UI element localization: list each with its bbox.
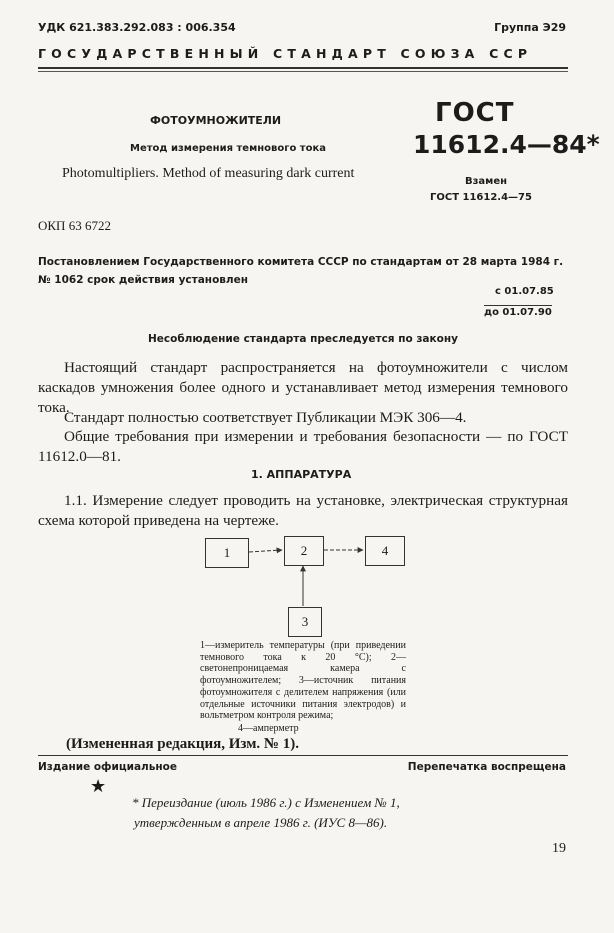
scope-paragraph: Настоящий стандарт распространяется на фотоумножители с числом каскадов умножения более одного и устанавливает метод измерения темнового тока.: [38, 359, 568, 416]
amendment-note: (Измененная редакция, Изм. № 1).: [66, 736, 300, 752]
measurement-paragraph: 1.1. Измерение следует проводить на установке, электрическая структурная схема которой приведена на чертеже.: [38, 492, 568, 529]
diagram-block-1: 1: [205, 538, 249, 568]
valid-from: с 01.07.85: [495, 286, 554, 297]
udk-code: УДК 621.383.292.083 : 006.354: [38, 21, 236, 34]
subtitle-russian: Метод измерения темнового тока: [130, 143, 326, 154]
replaces-standard: ГОСТ 11612.4—75: [430, 192, 532, 203]
reprint-prohibited: Перепечатка воспрещена: [407, 761, 566, 773]
section-heading: 1. АППАРАТУРА: [251, 468, 352, 481]
diagram-block-2: 2: [284, 536, 324, 566]
standard-banner: ГОСУДАРСТВЕННЫЙ СТАНДАРТ СОЮЗА ССР: [38, 46, 533, 61]
diagram-legend: 1—измеритель температуры (при приведении темнового тока к 20 °С); 2—светонепроницаемая камера с фотоумножителем; 3—источник питания фотоумножителя с делителем напряжения (или отдельные источники питания электродов) и вольтметром контроля режима;: [200, 640, 406, 722]
title-russian: ФОТОУМНОЖИТЕЛИ: [150, 114, 282, 127]
okp-code: ОКП 63 6722: [38, 218, 111, 233]
diagram-block-3: 3: [288, 607, 322, 637]
footer-rule: [38, 755, 568, 756]
star-icon: ★: [90, 776, 107, 797]
diagram-block-4: 4: [365, 536, 405, 566]
general-requirements-paragraph: Общие требования при измерении и требования безопасности — по ГОСТ 11612.0—81.: [38, 428, 568, 465]
title-english: Photomultipliers. Method of measuring dark current: [62, 166, 355, 181]
decree-text: Постановлением Государственного комитета СССР по стандартам от 28 марта 1984 г. № 1062 срок действия установлен: [38, 256, 564, 286]
diagram-legend-last: 4—амперметр: [238, 723, 299, 734]
official-edition: Издание официальное: [38, 761, 177, 773]
iec-compliance-paragraph: Стандарт полностью соответствует Публикации МЭК 306—4.: [64, 409, 467, 426]
page-number: 19: [552, 841, 566, 856]
reissue-line-2: утвержденным в апреле 1986 г. (ИУС 8—86).: [134, 815, 388, 830]
arrow-1-to-2: [249, 550, 282, 552]
reissue-note: [132, 793, 400, 833]
gost-label: ГОСТ: [435, 98, 515, 128]
replaces-label: Взамен: [465, 176, 508, 187]
group-code: Группа Э29: [494, 21, 566, 34]
valid-to: до 01.07.90: [484, 307, 552, 318]
penalty-notice: Несоблюдение стандарта преследуется по закону: [148, 333, 458, 345]
gost-number: 11612.4—84*: [413, 130, 600, 159]
reissue-line-1: * Переиздание (июль 1986 г.) с Изменением № 1,: [132, 795, 400, 810]
